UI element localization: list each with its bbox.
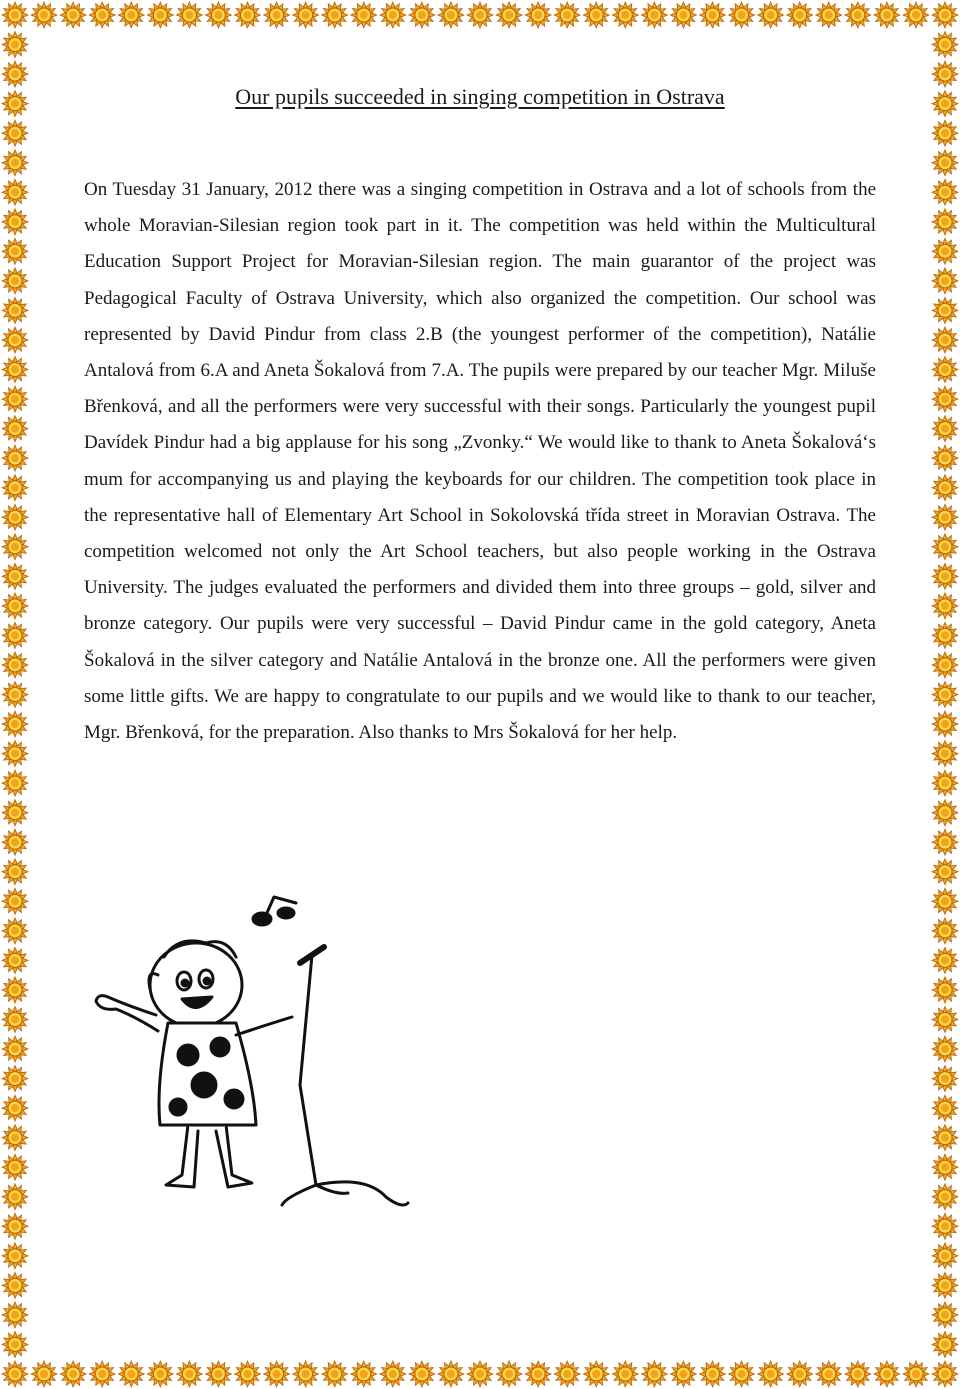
sun-flower-icon	[932, 1036, 958, 1062]
sun-flower-icon	[118, 1361, 144, 1387]
sun-flower-icon	[670, 2, 696, 28]
sun-flower-icon	[2, 120, 28, 146]
sun-flower-icon	[2, 593, 28, 619]
sun-flower-icon	[467, 1361, 493, 1387]
sun-flower-icon	[89, 1361, 115, 1387]
sun-flower-icon	[932, 770, 958, 796]
sun-flower-icon	[2, 179, 28, 205]
sun-flower-icon	[235, 2, 261, 28]
sun-flower-icon	[2, 1302, 28, 1328]
sun-flower-icon	[176, 1361, 202, 1387]
sun-flower-icon	[2, 888, 28, 914]
sun-flower-icon	[932, 918, 958, 944]
sun-flower-icon	[2, 1272, 28, 1298]
sun-flower-icon	[2, 711, 28, 737]
sun-flower-icon	[525, 2, 551, 28]
sun-flower-icon	[932, 297, 958, 323]
sun-flower-icon	[2, 475, 28, 501]
sun-flower-icon	[903, 1361, 929, 1387]
sun-flower-icon	[612, 1361, 638, 1387]
sun-flower-icon	[2, 918, 28, 944]
sun-flower-icon	[932, 534, 958, 560]
sun-flower-icon	[351, 2, 377, 28]
sun-flower-icon	[2, 859, 28, 885]
sun-flower-icon	[147, 2, 173, 28]
sun-flower-icon	[932, 445, 958, 471]
sun-flower-icon	[89, 2, 115, 28]
sun-flower-icon	[31, 2, 57, 28]
sun-flower-icon	[932, 1213, 958, 1239]
sun-flower-icon	[409, 1361, 435, 1387]
sun-flower-icon	[845, 1361, 871, 1387]
sun-flower-icon	[932, 179, 958, 205]
sun-flower-icon	[496, 1361, 522, 1387]
sun-flower-icon	[2, 770, 28, 796]
sun-flower-icon	[2, 1154, 28, 1180]
sun-flower-icon	[583, 1361, 609, 1387]
sun-flower-icon	[932, 1095, 958, 1121]
sun-flower-icon	[641, 2, 667, 28]
sun-flower-icon	[932, 593, 958, 619]
sun-flower-icon	[31, 1361, 57, 1387]
sun-flower-icon	[932, 741, 958, 767]
sun-flower-icon	[322, 2, 348, 28]
sun-flower-icon	[554, 1361, 580, 1387]
sun-flower-icon	[729, 1361, 755, 1387]
sun-flower-icon	[525, 1361, 551, 1387]
sun-flower-icon	[2, 504, 28, 530]
singing-child-illustration	[86, 885, 426, 1215]
sun-flower-icon	[932, 888, 958, 914]
sun-flower-icon	[2, 386, 28, 412]
sun-flower-icon	[2, 652, 28, 678]
sun-flower-icon	[2, 327, 28, 353]
sun-flower-icon	[787, 1361, 813, 1387]
sun-flower-icon	[2, 357, 28, 383]
sun-flower-icon	[176, 2, 202, 28]
sun-flower-icon	[932, 829, 958, 855]
sun-flower-icon	[2, 1213, 28, 1239]
sun-flower-icon	[2, 445, 28, 471]
sun-flower-icon	[932, 977, 958, 1003]
sun-flower-icon	[932, 1243, 958, 1269]
sun-flower-icon	[932, 1006, 958, 1032]
sun-flower-icon	[2, 1361, 28, 1387]
sun-flower-icon	[409, 2, 435, 28]
page-title: Our pupils succeeded in singing competition in Ostrava	[235, 84, 725, 109]
sun-flower-icon	[205, 1361, 231, 1387]
sun-flower-icon	[816, 1361, 842, 1387]
sun-flower-icon	[380, 2, 406, 28]
sun-flower-icon	[2, 1006, 28, 1032]
sun-flower-icon	[932, 1302, 958, 1328]
sun-flower-icon	[2, 1125, 28, 1151]
sun-flower-icon	[932, 357, 958, 383]
sun-flower-icon	[438, 2, 464, 28]
sun-flower-icon	[932, 1154, 958, 1180]
sun-flower-icon	[787, 2, 813, 28]
sun-flower-icon	[2, 977, 28, 1003]
sun-flower-icon	[903, 2, 929, 28]
sun-flower-icon	[2, 1331, 28, 1357]
sun-flower-icon	[932, 268, 958, 294]
sun-flower-icon	[438, 1361, 464, 1387]
sun-flower-icon	[932, 652, 958, 678]
sun-flower-icon	[932, 1361, 958, 1387]
sun-flower-icon	[932, 682, 958, 708]
sun-flower-icon	[2, 829, 28, 855]
sun-flower-icon	[264, 2, 290, 28]
sun-flower-icon	[932, 416, 958, 442]
sun-flower-icon	[932, 947, 958, 973]
sun-flower-icon	[2, 32, 28, 58]
sun-flower-icon	[700, 2, 726, 28]
sun-flower-icon	[932, 1125, 958, 1151]
sun-flower-icon	[2, 2, 28, 28]
sun-flower-icon	[932, 1272, 958, 1298]
sun-flower-icon	[293, 2, 319, 28]
sun-flower-icon	[2, 1243, 28, 1269]
sun-flower-icon	[2, 268, 28, 294]
sun-flower-icon	[932, 386, 958, 412]
sun-flower-icon	[351, 1361, 377, 1387]
sun-flower-icon	[758, 1361, 784, 1387]
sun-flower-icon	[554, 2, 580, 28]
sun-flower-icon	[583, 2, 609, 28]
sun-flower-icon	[264, 1361, 290, 1387]
sun-flower-icon	[932, 1184, 958, 1210]
sun-flower-icon	[932, 1331, 958, 1357]
sun-flower-icon	[2, 150, 28, 176]
sun-flower-icon	[932, 209, 958, 235]
sun-flower-icon	[932, 238, 958, 264]
sun-flower-icon	[293, 1361, 319, 1387]
sun-flower-icon	[845, 2, 871, 28]
sun-flower-icon	[932, 2, 958, 28]
sun-flower-icon	[467, 2, 493, 28]
article-body: On Tuesday 31 January, 2012 there was a singing competition in Ostrava and a lot of schools from the whole Moravian-Silesian region took part in it. The competition was held within the Multicultural Education Support Project for Moravian-Silesian region. The main guarantor of the project was Pedagogical Faculty of Ostrava University, which also organized the competition. Our school was represented by David Pindur from class 2.B (the youngest performer of the competition), Natálie Antalová from 6.A and Aneta Šokalová from 7.A. The pupils were prepared by our teacher Mgr. Miluše Břenková, and all the performers were very successful with their songs. Particularly the youngest pupil Davídek Pindur had a big applause for his song „Zvonky.“ We would like to thank to Aneta Šokalová‘s mum for accompanying us and playing the keyboards for our children. The competition took place in the representative hall of Elementary Art School in Sokolovská třída street in Moravian Ostrava. The competition welcomed not only the Art School teachers, but also people working in the Ostrava University. The judges evaluated the performers and divided them into three groups – gold, silver and bronze category. Our pupils were very successful – David Pindur came in the gold category, Aneta Šokalová in the silver category and Natálie Antalová in the bronze one. All the performers were given some little gifts. We are happy to congratulate to our pupils and we would like to thank to our teacher, Mgr. Břenková, for the preparation. Also thanks to Mrs Šokalová for her help.	[84, 179, 876, 744]
sun-flower-icon	[60, 2, 86, 28]
sun-flower-icon	[322, 1361, 348, 1387]
sun-flower-icon	[2, 947, 28, 973]
sun-flower-icon	[2, 1184, 28, 1210]
sun-flower-icon	[932, 711, 958, 737]
sun-flower-icon	[729, 2, 755, 28]
sun-flower-icon	[700, 1361, 726, 1387]
sun-flower-icon	[874, 2, 900, 28]
sun-flower-icon	[2, 297, 28, 323]
sun-flower-icon	[496, 2, 522, 28]
sun-flower-icon	[2, 209, 28, 235]
sun-flower-icon	[2, 238, 28, 264]
sun-flower-icon	[2, 416, 28, 442]
sun-flower-icon	[932, 1066, 958, 1092]
sun-flower-icon	[932, 504, 958, 530]
sun-flower-icon	[932, 327, 958, 353]
sun-flower-icon	[932, 32, 958, 58]
sun-flower-icon	[758, 2, 784, 28]
sun-flower-icon	[2, 1095, 28, 1121]
sun-flower-icon	[874, 1361, 900, 1387]
sun-flower-icon	[932, 150, 958, 176]
sun-flower-icon	[612, 2, 638, 28]
sun-flower-icon	[932, 622, 958, 648]
sun-flower-icon	[205, 2, 231, 28]
sun-flower-icon	[2, 1036, 28, 1062]
sun-flower-icon	[118, 2, 144, 28]
sun-flower-icon	[2, 622, 28, 648]
sun-flower-icon	[816, 2, 842, 28]
sun-flower-icon	[2, 741, 28, 767]
sun-flower-icon	[380, 1361, 406, 1387]
sun-flower-icon	[932, 859, 958, 885]
sun-flower-icon	[147, 1361, 173, 1387]
sun-flower-icon	[235, 1361, 261, 1387]
sun-flower-icon	[2, 800, 28, 826]
sun-flower-icon	[60, 1361, 86, 1387]
sun-flower-icon	[932, 563, 958, 589]
sun-flower-icon	[932, 475, 958, 501]
sun-flower-icon	[2, 534, 28, 560]
sun-flower-icon	[641, 1361, 667, 1387]
sun-flower-icon	[2, 1066, 28, 1092]
sun-flower-icon	[670, 1361, 696, 1387]
sun-flower-icon	[2, 682, 28, 708]
sun-flower-icon	[932, 800, 958, 826]
sun-flower-icon	[2, 563, 28, 589]
sun-flower-icon	[932, 120, 958, 146]
